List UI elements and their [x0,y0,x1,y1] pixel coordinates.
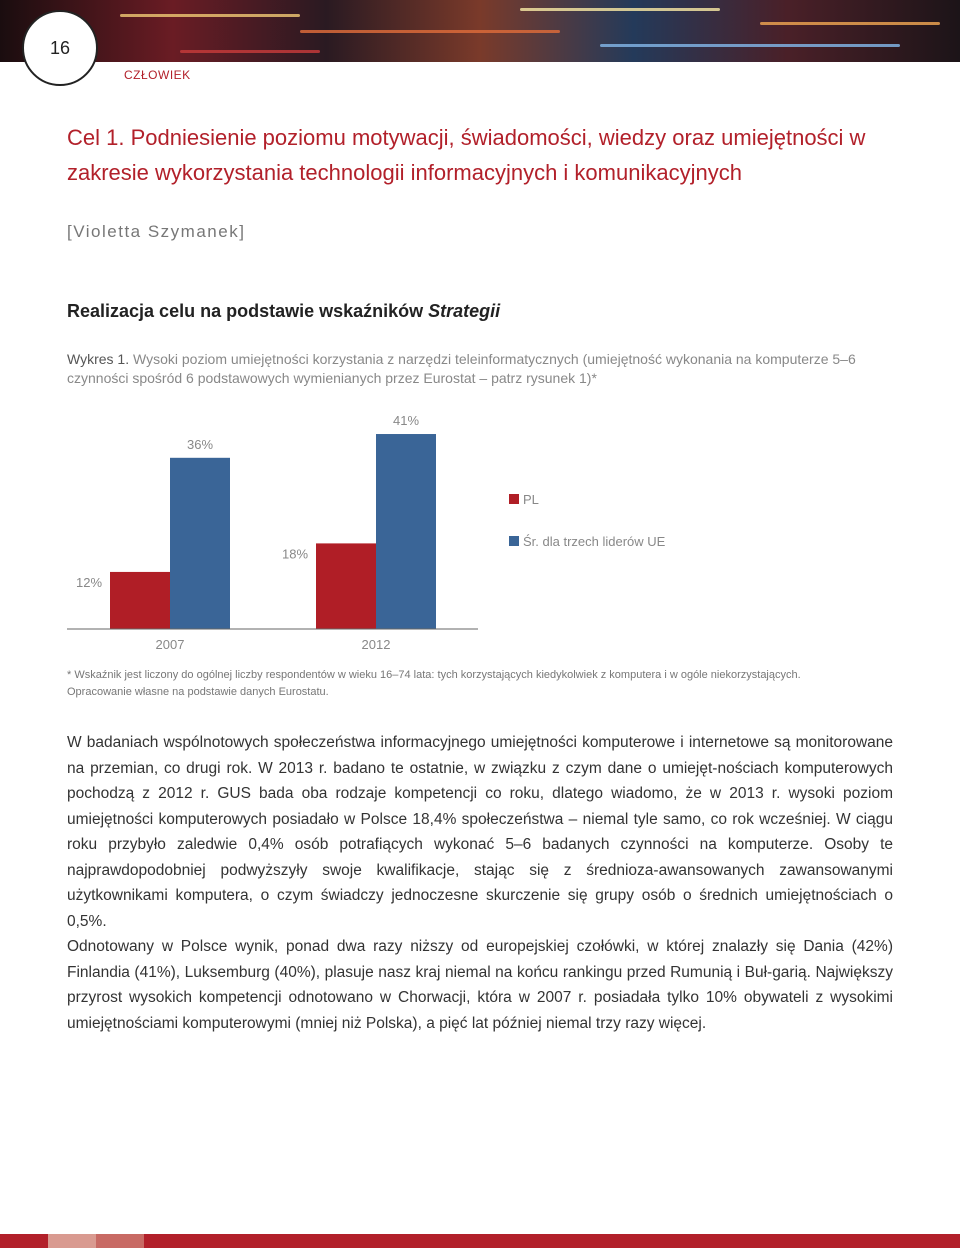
x-tick-label-2012: 2012 [361,637,391,652]
header-banner-image [0,0,960,62]
subheading-text: Realizacja celu na podstawie wskaźników [67,301,429,321]
legend-swatch-1 [509,536,519,546]
footer-color-strip [0,1234,960,1248]
bar-2012-series-1 [376,434,436,629]
bar-2007-series-1 [170,458,230,629]
footnote-source: Opracowanie własne na podstawie danych Eurostatu. [67,686,329,698]
bar-2007-series-0 [110,572,170,629]
figure-footnote [67,667,917,701]
data-label-2012-series-0: 18% [282,546,309,562]
author: [Violetta Szymanek] [67,222,246,241]
section-subheading [67,301,500,322]
x-tick-label-2007: 2007 [155,637,185,652]
body-text [67,730,893,1036]
caption-label: Wykres 1. [67,351,130,367]
data-label-2012-series-1: 41% [392,413,420,429]
section-label: CZŁOWIEK [124,68,191,82]
subheading-italic: Strategii [428,301,501,321]
footnote-line-1: * Wskaźnik jest liczony do ogólnej liczby respondentów w wieku 16–74 lata: tych korzystających kiedykolwiek z komputera i w ogóle niekorzystających. [67,669,801,681]
body-paragraph-2: Odnotowany w Polsce wynik, ponad dwa razy niższy od europejskiej czołówki, w której znalazły się Dania (42%) Finlandia (41%), Luksemburg (40%), plasuje nasz kraj niemal na końcu rankingu przed Rumunią i Buł-garią. Największy przyrost wysokich kompetencji odnotowano w Chorwacji, która w 2007 r. posiadała tylko 10% obywateli z wysokimi umiejętnościami komputerowymi (mniej niż Polska), a pięć lat później niemal trzy razy więcej. [67,938,893,1032]
page-number: 16 [22,10,98,86]
caption-text: Wysoki poziom umiejętności korzystania z narzędzi teleinformatycznych (umiejętność wykonania na komputerze 5–6 czynności spośród 6 podstawowych wymienianych przez Eurostat – patrz rysunek 1)* [67,351,856,386]
legend-swatch-0 [509,494,519,504]
bar-2012-series-0 [316,543,376,629]
legend-label-0: PL [523,492,539,507]
data-label-2007-series-0: 12% [76,574,103,590]
bar-chart [60,400,680,660]
data-label-2007-series-1: 36% [186,436,214,452]
legend-label-1: Śr. dla trzech liderów UE [523,534,666,549]
body-paragraph-1: W badaniach wspólnotowych społeczeństwa informacyjnego umiejętności komputerowe i internetowe są monitorowane na przemian, co drugi rok. W 2013 r. badano te ostatnie, w związku z czym dane o umiejęt-nościach komputerowych pochodzą z 2012 r. GUS bada oba rodzaje kompetencji co roku, dlatego wiadomo, że w 2013 r. wysoki poziom umiejętności komputerowych posiadało w Polsce 18,4% społeczeństwa – niemal tyle samo, co rok wcześniej. W ciągu roku przybyło zaledwie 0,4% osób potrafiących wykonać 5–6 badanych czynności na komputerze. Osoby te najprawdopodobniej podwyższyły swoje kwalifikacje, stając się z średnioza-awansowanych zawansowanymi użytkownikami komputera, o czym świadczy jednoczesne skurczenie się grupy osób o średnich umiejętnościach o 0,5%. [67,734,893,930]
article-title: Cel 1. Podniesienie poziomu motywacji, świadomości, wiedzy oraz umiejętności w zakresie wykorzystania technologii informacyjnych i komunikacyjnych [67,125,866,185]
figure-caption [67,350,897,388]
